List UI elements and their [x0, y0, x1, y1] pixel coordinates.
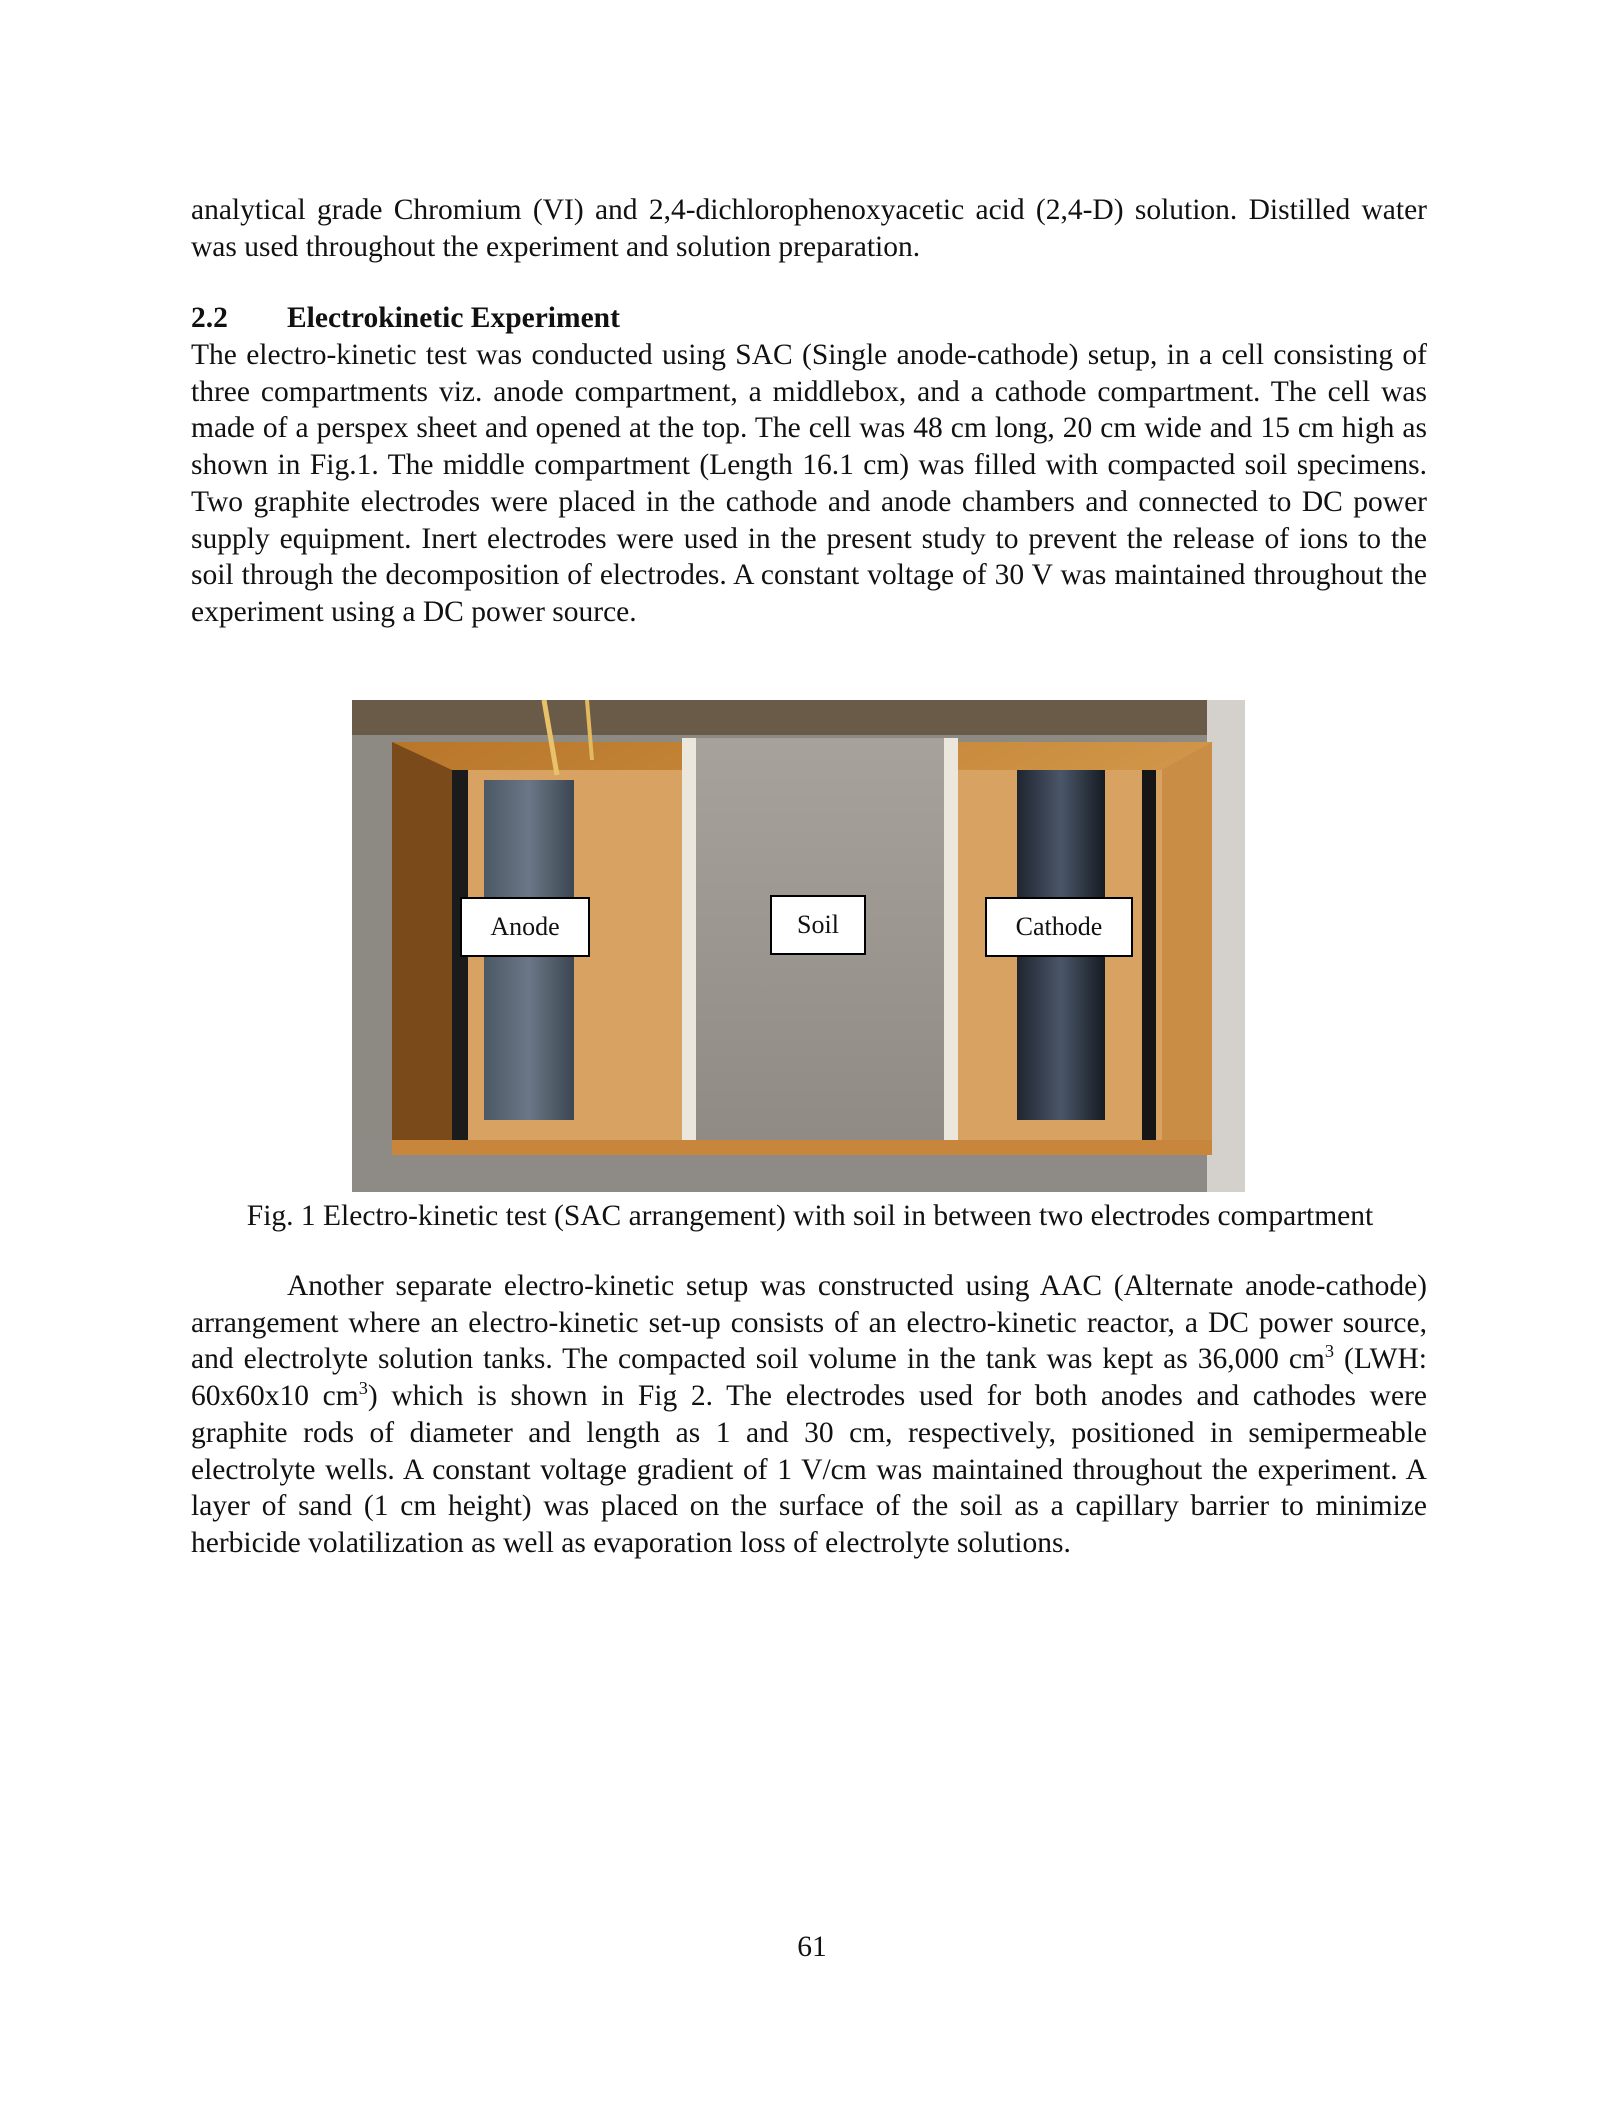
superscript-3: 3 — [358, 1378, 368, 1399]
aac-text-part2: (LWH: 60x60x10 cm — [191, 1343, 1427, 1413]
anode-label: Anode — [460, 897, 590, 957]
aac-paragraph-text — [191, 1268, 1427, 1562]
electrokinetic-cell-photo — [352, 700, 1245, 1192]
sac-paragraph-text: The electro-kinetic test was conducted using SAC (Single anode-cathode) setup, in a cell consisting of three compartments viz. anode compartment, a middlebox, and a cathode compartment. The cell was made of a perspex sheet and opened at the top. The cell was 48 cm long, 20 cm wide and 15 cm high as shown in Fig.1. The middle compartment (Length 16.1 cm) was filled with compacted soil specimens. Two graphite electrodes were placed in the cathode and anode chambers and connected to DC power supply equipment. Inert electrodes were used in the present study to prevent the release of ions to the soil through the decomposition of electrodes. A constant voltage of 30 V was maintained throughout the experiment using a DC power source. — [191, 339, 1427, 628]
sac-paragraph — [191, 337, 1427, 631]
section-title: Electrokinetic Experiment — [287, 302, 620, 334]
page-number: 61 — [797, 1931, 827, 1963]
section-heading — [191, 300, 620, 336]
superscript-3: 3 — [1324, 1341, 1335, 1362]
figure-caption: Fig. 1 Electro-kinetic test (SAC arrangement) with soil in between two electrodes compartment — [246, 1200, 1374, 1232]
aac-paragraph — [191, 1268, 1427, 1562]
intro-paragraph-text: analytical grade Chromium (VI) and 2,4-dichlorophenoxyacetic acid (2,4-D) solution. Distilled water was used throughout the experiment and solution preparation. — [191, 194, 1427, 263]
section-number: 2.2 — [191, 302, 228, 334]
intro-paragraph — [191, 192, 1427, 265]
aac-text-part3: ) which is shown in Fig 2. The electrodes used for both anodes and cathodes were graphite rods of diameter and length as 1 and 30 cm, respectively, positioned in semipermeable electrolyte wells. A constant voltage gradient of 1 V/cm was maintained throughout the experiment. A layer of sand (1 cm height) was placed on the surface of the soil as a capillary barrier to minimize herbicide volatilization as well as evaporation loss of electrolyte solutions. — [191, 1380, 1428, 1559]
cathode-label: Cathode — [985, 897, 1133, 957]
aac-text-part1: Another separate electro-kinetic setup was constructed using AAC (Alternate anode-cathode) arrangement where an electro-kinetic set-up consists of an electro-kinetic reactor, a DC power source, and electrolyte solution tanks. The compacted soil volume in the tank was kept as 36,000 cm — [191, 1270, 1427, 1376]
soil-label: Soil — [770, 895, 866, 955]
